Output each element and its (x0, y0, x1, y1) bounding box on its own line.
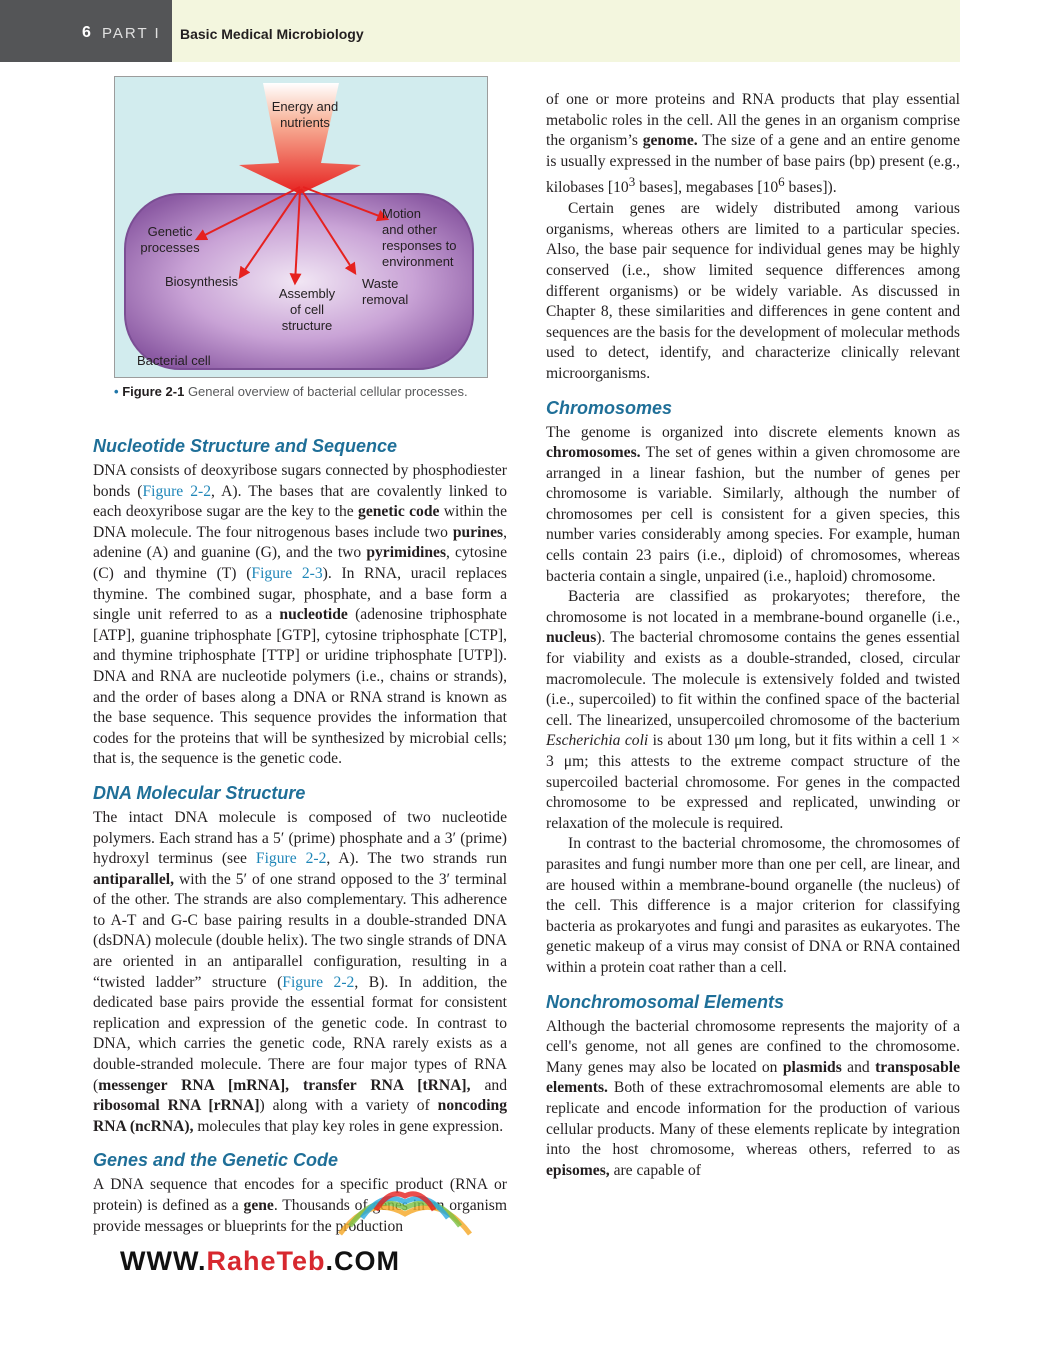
figure-link[interactable]: Figure 2-3 (251, 564, 323, 582)
paragraph-dna-structure: The intact DNA molecule is composed of two nucleotide polymers. Each strand has a 5′ (prime) phosphate and a 3′ (prime) hydroxyl terminus (see Figure 2-2, A). The two strands run antiparallel, with the 5′ of one strand opposed to the 3′ terminal of the other. The strands are also complementary. This adherence to A-T and G-C base pairing results in a double-stranded DNA (dsDNA) molecule (double helix). The two single strands of DNA are oriented in an antiparallel configuration, resulting in a “twisted ladder” structure (Figure 2-2, B). In addition, the dedicated base pairs provide the essential format for consistent replication and expression of the genetic code. In contrast to DNA, which carries the genetic code, RNA rarely exists as a double-stranded molecule. There are four major types of RNA (messenger RNA [mRNA], transfer RNA [tRNA], and ribosomal RNA [rRNA]) along with a variety of noncoding RNA (ncRNA), molecules that play key roles in gene expression. (93, 808, 508, 1135)
paragraph-genes: A DNA sequence that encodes for a specific product (RNA or protein) is defined as a gene. Thousands of genes in an organism provide messages or blueprints for the production (93, 1176, 507, 1235)
watermark-url: WWW.RaheTeb.COM (120, 1246, 400, 1276)
label-energy: Energy and nutrients (271, 99, 339, 130)
paragraph-chromosomes-3: In contrast to the bacterial chromosome, the chromosomes of parasites and fungi number more than one per cell, are linear, and are housed within a membrane-bound organelle (the nucleus) of the cell. This difference is a major criterion for classifying bacteria as prokaryotes and fungi and parasites as eukaryotes. The genetic makeup of a virus may consist of DNA or RNA contained within a protein coat rather than a cell. (546, 835, 960, 976)
paragraph-nonchromosomal: Although the bacterial chromosome represents the majority of a cell's genome, not all genes are confined to the chromosome. Many genes may also be located on plasmids and transposable elements. Both of these extrachromosomal elements are able to replicate and encode information for the production of various cellular products. Many of these elements replicate by integration into the host chromosome, whereas others, referred to as episomes, are capable of (546, 1017, 960, 1179)
paragraph-gene-distribution: Certain genes are widely distributed among various organisms, whereas others are limited to a particular species. Also, the base pair sequence for individual genes may be highly conserved (i.e., show limited sequence differences among different organisms) or be widely variable. As discussed in Chapter 8, these similarities and differences in gene content and sequences are the basis for the development of molecular methods used to detect, identify, and characterize clinically relevant microorganisms. (546, 200, 960, 382)
figure-link[interactable]: Figure 2-2 (282, 973, 355, 991)
heading-nonchromosomal: Nonchromosomal Elements (546, 991, 785, 1012)
paragraph-chromosomes-2: Bacteria are classified as prokaryotes; therefore, the chromosome is not located in a membrane-bound organelle (i.e., nucleus). The bacterial chromosome contains the genes essential for viability and exists as a double-stranded, closed, circular macromolecule. The molecule is extensively folded and twisted (i.e., supercoiled) to fit within the confined space of the bacterial cell. The linearized, unsupercoiled chromosome of the bacterium Escherichia coli is about 130 μm long, but it fits within a cell 1 × 3 μm; this attests to the extreme compact structure of the supercoiled bacterial chromosome. For genes in the compacted chromosome to be expressed and replicated, unwinding or relaxation of the molecule is required. (546, 588, 961, 832)
paragraph-genome: of one or more proteins and RNA products that play essential metabolic roles in the cell. All the genes in an organism comprise the organism’s genome. The size of a gene and an entire genome is usually expressed in the number of base pairs (bp) present (e.g., kilobases [$10^3$ bases], megabases [$10^6$ bases]). (546, 91, 960, 197)
caption-number: Figure 2-1 (122, 384, 185, 399)
right-column (546, 90, 960, 1181)
paragraph-nucleotide: DNA consists of deoxyribose sugars connected by phosphodiester bonds (Figure 2-2, A). The bases that are covalently linked to each deoxyribose sugar are the key to the genetic code within the DNA molecule. The four nitrogenous bases include two purines, adenine (A) and guanine (G), and the two pyrimidines, cytosine (C) and thymine (T) (Figure 2-3). In RNA, uracil replaces thymine. The combined sugar, phosphate, and a base form a single unit referred to as a nucleotide (adenosine triphosphate [ATP], guanine triphosphate [GTP], cytosine triphosphate [CTP], and thymine triphosphate [TTP] or uridine triphosphate [UTP]). DNA and RNA are nucleotide polymers (i.e., chains or strands), and the order of bases along a DNA or RNA strand is known as the base sequence. This sequence provides the information that codes for the proteins that will be synthesized by microbial cells; that is, the sequence is the genetic code. (93, 462, 508, 768)
figure-link[interactable]: Figure 2-2 (142, 482, 212, 500)
figure-link[interactable]: Figure 2-2 (255, 850, 327, 868)
figure-caption (114, 384, 494, 399)
header-part-band (0, 0, 172, 62)
caption-text: General overview of bacterial cellular processes. (187, 384, 468, 399)
part-label: PART I (102, 25, 161, 42)
label-bacterial-cell: Bacterial cell (137, 353, 211, 368)
caption-bullet: • (114, 384, 119, 399)
label-genetic-processes: Genetic processes (140, 224, 200, 255)
figure-bacterial-processes (114, 76, 488, 378)
left-column (93, 434, 507, 1237)
watermark-logo-icon (330, 1174, 480, 1244)
label-biosynthesis: Biosynthesis (165, 274, 238, 289)
label-assembly: Assembly of cell structure (278, 286, 336, 333)
heading-dna-structure: DNA Molecular Structure (93, 782, 306, 803)
header-title-band (172, 0, 960, 62)
page-number: 6 (82, 24, 91, 41)
heading-nucleotide: Nucleotide Structure and Sequence (93, 436, 398, 456)
book-title: Basic Medical Microbiology (180, 26, 364, 42)
label-waste: Waste removal (362, 276, 409, 307)
label-motion: Motion and other responses to environment (382, 206, 457, 269)
heading-genes: Genes and the Genetic Code (93, 1150, 339, 1171)
paragraph-chromosomes-1: The genome is organized into discrete elements known as chromosomes. The set of genes within a given chromosome are arranged in a linear fashion, but the number of genes per chromosome is variable. Similarly, although the number of chromosomes per cell is consistent for a given species, this number varies considerably among species. For example, human cells contain 23 pairs (i.e., diploid) of chromosomes, whereas bacteria contain a single, unpaired (i.e., haploid) chromosome. (546, 423, 960, 585)
heading-chromosomes: Chromosomes (546, 397, 673, 418)
